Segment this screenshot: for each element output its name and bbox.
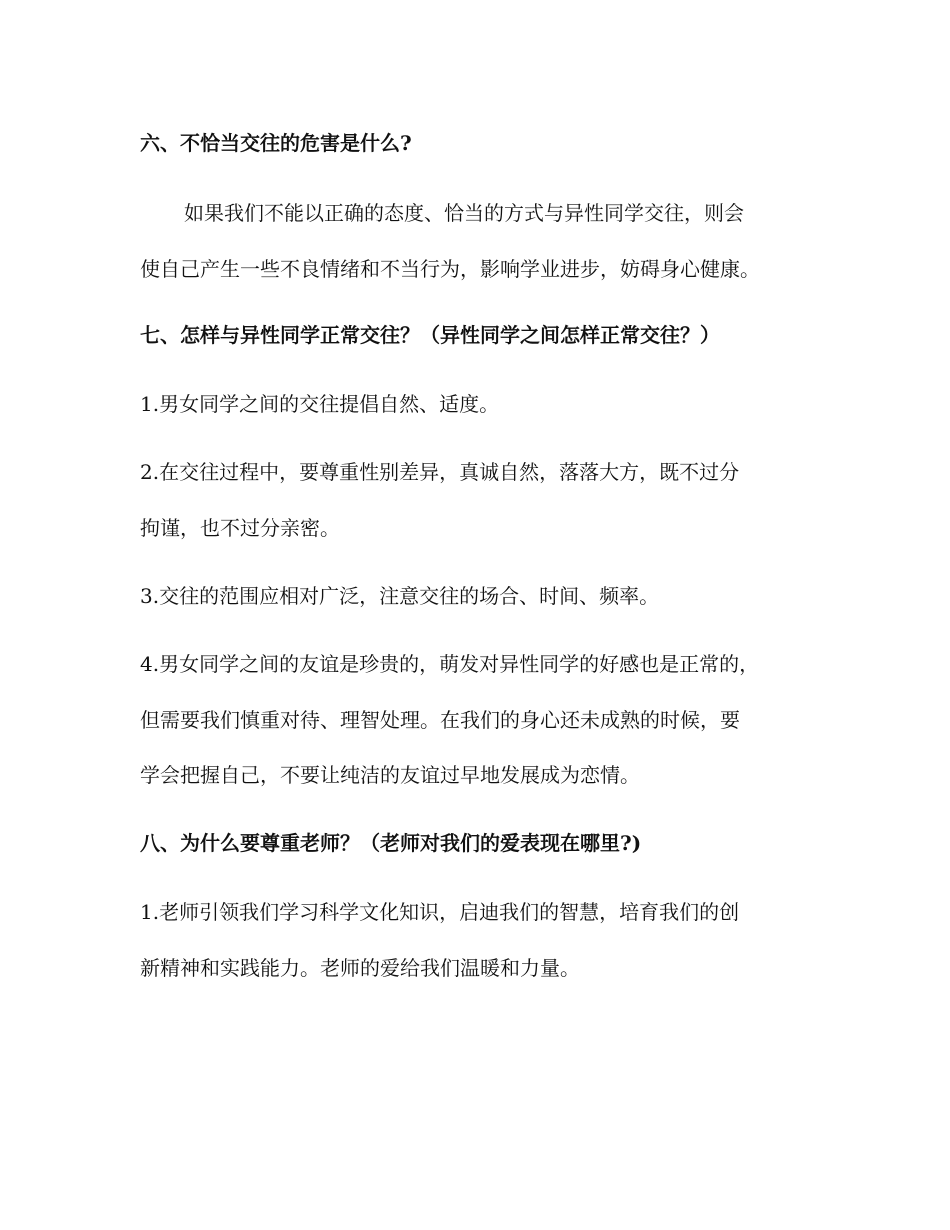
section-8-item-1-line-1: 1.老师引领我们学习科学文化知识，启迪我们的智慧，培育我们的创	[140, 900, 740, 924]
section-7-item-1: 1.男女同学之间的交往提倡自然、适度。	[140, 392, 500, 416]
section-7-item-4-line-1: 4.男女同学之间的友谊是珍贵的，萌发对异性同学的好感也是正常的，	[140, 652, 760, 676]
section-6-paragraph-line-1: 如果我们不能以正确的态度、恰当的方式与异性同学交往，则会	[184, 201, 744, 225]
section-8-item-1-line-2: 新精神和实践能力。老师的爱给我们温暖和力量。	[140, 956, 580, 980]
section-8-heading: 八、为什么要尊重老师？（老师对我们的爱表现在哪里?)	[140, 831, 642, 855]
section-6-paragraph-line-2: 使自己产生一些不良情绪和不当行为，影响学业进步，妨碍身心健康。	[140, 257, 760, 281]
section-6-heading: 六、不恰当交往的危害是什么?	[140, 131, 412, 155]
section-7-heading: 七、怎样与异性同学正常交往？（异性同学之间怎样正常交往？）	[140, 323, 720, 347]
section-7-item-4-line-3: 学会把握自己，不要让纯洁的友谊过早地发展成为恋情。	[140, 763, 640, 787]
section-7-item-2-line-2: 拘谨，也不过分亲密。	[140, 516, 340, 540]
section-7-item-4-line-2: 但需要我们慎重对待、理智处理。在我们的身心还未成熟的时候，要	[140, 708, 740, 732]
section-7-item-2-line-1: 2.在交往过程中，要尊重性别差异，真诚自然，落落大方，既不过分	[140, 460, 740, 484]
section-7-item-3: 3.交往的范围应相对广泛，注意交往的场合、时间、频率。	[140, 584, 660, 608]
